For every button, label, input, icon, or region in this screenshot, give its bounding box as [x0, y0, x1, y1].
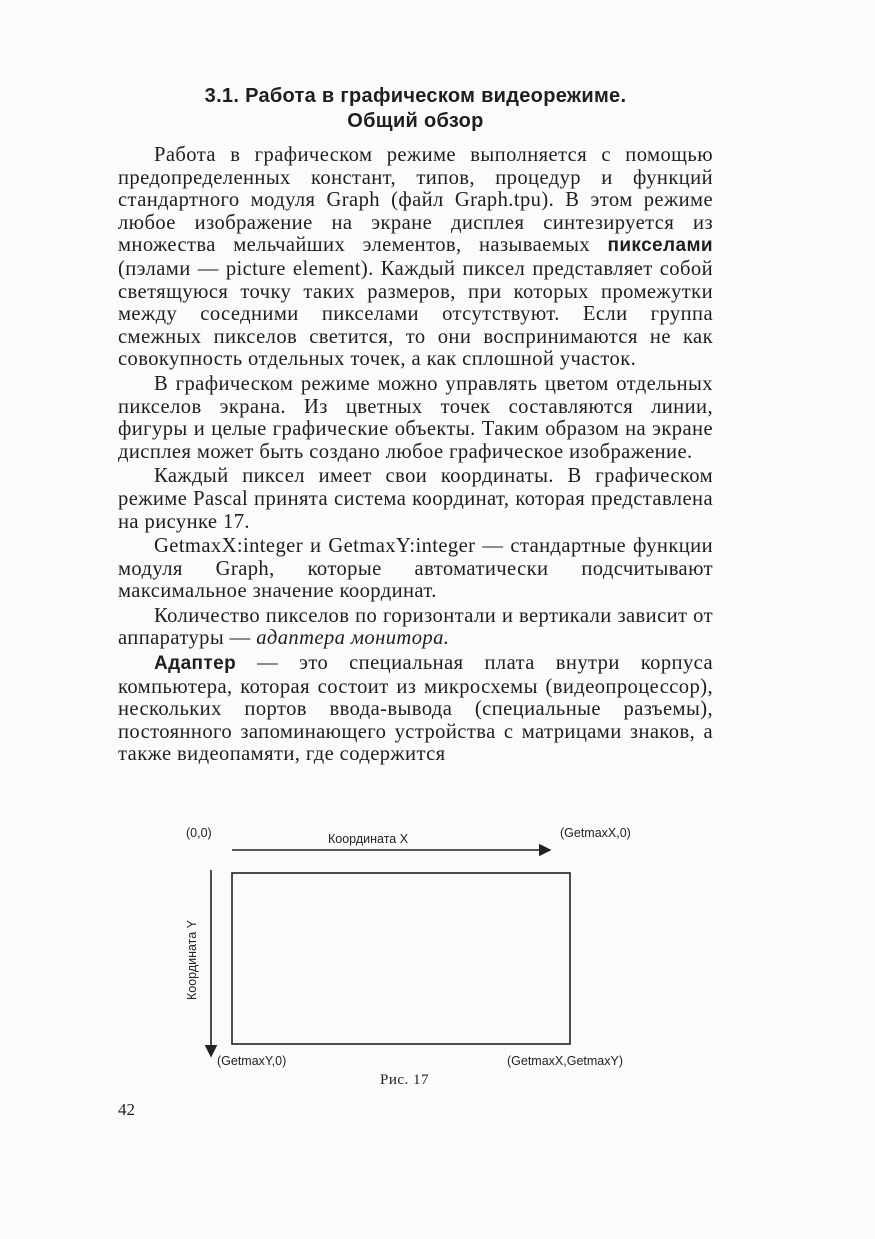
bottom-left-label: (GetmaxY,0) [217, 1054, 287, 1068]
y-axis-label: Координата Y [185, 919, 199, 1001]
term-pixels: пикселами [607, 235, 713, 257]
section-heading-line1: 3.1. Работа в графическом видеорежиме. [204, 85, 627, 107]
paragraph-1-text-b: (пэлами — picture element). Каждый пиксел представляет собой светящуюся точку таких размеров, при которых промежутки между соседними пикселами отсутствуют. Если группа смежных пикселов светится, то они воспринимаются не как совокупность отдельных точек, а как сплошной участок. [118, 257, 713, 371]
top-right-label: (GetmaxX,0) [560, 826, 631, 840]
origin-label: (0,0) [186, 826, 212, 840]
paragraph-3: Каждый пиксел имеет свои координаты. В графическом режиме Pascal принята система координат, которая представлена на рисунке 17. [118, 465, 713, 533]
page-number: 42 [118, 1100, 135, 1119]
screen-rectangle [232, 873, 570, 1044]
paragraph-5-text: Количество пикселов по горизонтали и вертикали зависит от аппаратуры — [118, 604, 713, 650]
body-text [118, 144, 713, 768]
paragraph-1 [118, 144, 713, 371]
x-axis-label: Координата X [328, 832, 409, 846]
figure-caption: Рис. 17 [380, 1072, 430, 1088]
term-adapter: Адаптер [154, 653, 237, 675]
bottom-right-label: (GetmaxX,GetmaxY) [507, 1054, 623, 1068]
paragraph-6 [118, 652, 713, 766]
paragraph-5 [118, 605, 713, 650]
section-heading [118, 84, 713, 134]
paragraph-6-text: — это специальная плата внутри корпуса компьютера, которая состоит из микросхемы (видеопроцессор), нескольких портов ввода-вывода (специальные разъемы), постоянного запоминающего устройства с матрицами знаков, а также видеопамяти, где содержится [118, 652, 713, 766]
paragraph-4: GetmaxX:integer и GetmaxY:integer — стандартные функции модуля Graph, которые автоматически подсчитывают максимальное значение координат. [118, 535, 713, 603]
paragraph-2: В графическом режиме можно управлять цветом отдельных пикселов экрана. Из цветных точек составляются линии, фигуры и целые графические объекты. Таким образом на экране дисплея может быть создано любое графическое изображение. [118, 372, 713, 463]
section-heading-line2: Общий обзор [347, 110, 484, 132]
term-monitor-adapter: адаптера монитора. [256, 627, 450, 650]
figure-17 [170, 818, 670, 1108]
paragraph-1-text-a: Работа в графическом режиме выполняется с помощью предопределенных констант, типов, процедур и функций стандартного модуля Graph (файл Graph.tpu). В этом режиме любое изображение на экране дисплея синтезируется из множества мельчайших элементов, называемых [118, 144, 713, 257]
